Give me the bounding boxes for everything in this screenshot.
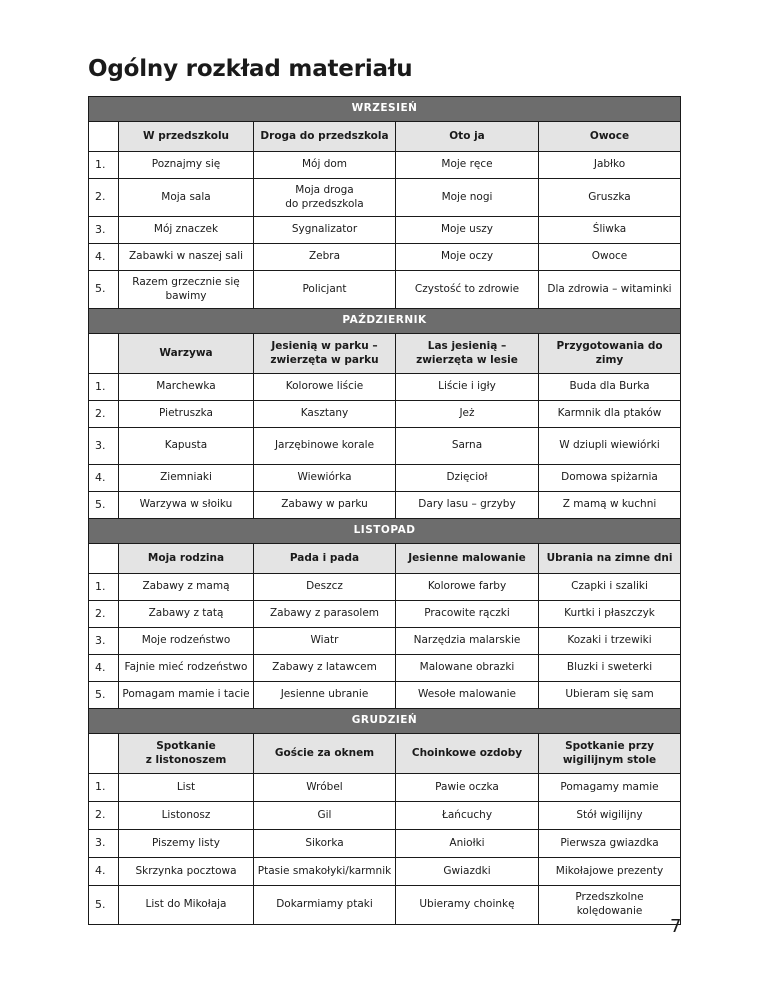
row-number: 4. — [89, 465, 119, 492]
table-row — [89, 802, 681, 830]
table-row — [89, 152, 681, 179]
table-cell: Ubieram się sam — [539, 682, 681, 709]
table-row — [89, 628, 681, 655]
table-cell: Jeż — [396, 401, 539, 428]
table-cell: Pawie oczka — [396, 774, 539, 802]
table-cell: Dzięcioł — [396, 465, 539, 492]
table-cell: Zabawy z tatą — [119, 601, 254, 628]
week-topic-header: W przedszkolu — [119, 122, 254, 152]
table-cell: Ubieramy choinkę — [396, 886, 539, 925]
table-cell: Kurtki i płaszczyk — [539, 601, 681, 628]
table-row — [89, 401, 681, 428]
week-topic-header: Ubrania na zimne dni — [539, 544, 681, 574]
table-cell: Deszcz — [254, 574, 396, 601]
row-number: 2. — [89, 601, 119, 628]
month-row — [89, 709, 681, 734]
table-cell: List do Mikołaja — [119, 886, 254, 925]
row-number: 4. — [89, 244, 119, 271]
table-cell: Marchewka — [119, 374, 254, 401]
row-number: 1. — [89, 374, 119, 401]
table-cell: Pierwsza gwiazdka — [539, 830, 681, 858]
header-row — [89, 334, 681, 374]
week-topic-header: Moja rodzina — [119, 544, 254, 574]
table-cell: Mikołajowe prezenty — [539, 858, 681, 886]
table-cell: Malowane obrazki — [396, 655, 539, 682]
month-title: GRUDZIEŃ — [89, 709, 681, 734]
row-number: 1. — [89, 574, 119, 601]
month-row — [89, 519, 681, 544]
table-cell: Pietruszka — [119, 401, 254, 428]
table-cell: Sygnalizator — [254, 217, 396, 244]
table-cell: Ptasie smakołyki/karmnik — [254, 858, 396, 886]
row-number: 5. — [89, 492, 119, 519]
row-number: 4. — [89, 655, 119, 682]
table-cell: Śliwka — [539, 217, 681, 244]
row-number: 2. — [89, 401, 119, 428]
table-cell: Liście i igły — [396, 374, 539, 401]
table-cell: Narzędzia malarskie — [396, 628, 539, 655]
table-cell: List — [119, 774, 254, 802]
table-cell: Dokarmiamy ptaki — [254, 886, 396, 925]
table-cell: W dziupli wiewiórki — [539, 428, 681, 465]
week-topic-header: Oto ja — [396, 122, 539, 152]
table-cell: Kasztany — [254, 401, 396, 428]
table-cell: Zabawy z latawcem — [254, 655, 396, 682]
week-topic-header: Warzywa — [119, 334, 254, 374]
week-topic-header: Pada i pada — [254, 544, 396, 574]
table-cell: Moje ręce — [396, 152, 539, 179]
row-number: 5. — [89, 271, 119, 309]
row-number: 5. — [89, 886, 119, 925]
table-cell: Buda dla Burka — [539, 374, 681, 401]
header-blank-cell — [89, 734, 119, 774]
table-cell: Kozaki i trzewiki — [539, 628, 681, 655]
table-cell: Łańcuchy — [396, 802, 539, 830]
header-blank-cell — [89, 544, 119, 574]
row-number: 4. — [89, 858, 119, 886]
table-cell: Dla zdrowia – witaminki — [539, 271, 681, 309]
table-cell: Gwiazdki — [396, 858, 539, 886]
week-topic-header: Spotkanie przy wigilijnym stole — [539, 734, 681, 774]
table-row — [89, 271, 681, 309]
table-cell: Policjant — [254, 271, 396, 309]
row-number: 3. — [89, 217, 119, 244]
month-row — [89, 309, 681, 334]
table-cell: Moje uszy — [396, 217, 539, 244]
table-cell: Dary lasu – grzyby — [396, 492, 539, 519]
table-row — [89, 428, 681, 465]
table-cell: Z mamą w kuchni — [539, 492, 681, 519]
table-cell: Ziemniaki — [119, 465, 254, 492]
row-number: 1. — [89, 774, 119, 802]
table-cell: Moja sala — [119, 179, 254, 217]
table-row — [89, 374, 681, 401]
table-cell: Czystość to zdrowie — [396, 271, 539, 309]
curriculum-table — [88, 96, 681, 925]
week-topic-header: Jesienią w parku – zwierzęta w parku — [254, 334, 396, 374]
table-cell: Kolorowe liście — [254, 374, 396, 401]
table-cell: Warzywa w słoiku — [119, 492, 254, 519]
header-row — [89, 544, 681, 574]
header-blank-cell — [89, 122, 119, 152]
table-cell: Zabawki w naszej sali — [119, 244, 254, 271]
table-cell: Bluzki i sweterki — [539, 655, 681, 682]
week-topic-header: Spotkanie z listonoszem — [119, 734, 254, 774]
table-cell: Pomagam mamie i tacie — [119, 682, 254, 709]
table-cell: Pomagamy mamie — [539, 774, 681, 802]
week-topic-header: Droga do przedszkola — [254, 122, 396, 152]
row-number: 3. — [89, 428, 119, 465]
table-cell: Moje rodzeństwo — [119, 628, 254, 655]
table-cell: Zebra — [254, 244, 396, 271]
row-number: 3. — [89, 830, 119, 858]
table-row — [89, 465, 681, 492]
week-topic-header: Las jesienią – zwierzęta w lesie — [396, 334, 539, 374]
table-cell: Zabawy z parasolem — [254, 601, 396, 628]
week-topic-header: Goście za oknem — [254, 734, 396, 774]
table-row — [89, 886, 681, 925]
header-row — [89, 122, 681, 152]
table-cell: Gil — [254, 802, 396, 830]
table-cell: Wróbel — [254, 774, 396, 802]
month-title: PAŹDZIERNIK — [89, 309, 681, 334]
table-cell: Mój dom — [254, 152, 396, 179]
week-topic-header: Owoce — [539, 122, 681, 152]
month-title: WRZESIEŃ — [89, 97, 681, 122]
table-row — [89, 601, 681, 628]
table-cell: Domowa spiżarnia — [539, 465, 681, 492]
table-cell: Skrzynka pocztowa — [119, 858, 254, 886]
table-cell: Aniołki — [396, 830, 539, 858]
table-row — [89, 217, 681, 244]
table-cell: Zabawy z mamą — [119, 574, 254, 601]
row-number: 3. — [89, 628, 119, 655]
table-cell: Czapki i szaliki — [539, 574, 681, 601]
table-cell: Kapusta — [119, 428, 254, 465]
table-cell: Poznajmy się — [119, 152, 254, 179]
table-cell: Przedszkolne kolędowanie — [539, 886, 681, 925]
table-cell: Owoce — [539, 244, 681, 271]
row-number: 2. — [89, 179, 119, 217]
table-row — [89, 655, 681, 682]
page-number: 7 — [670, 916, 682, 937]
table-row — [89, 774, 681, 802]
table-cell: Stół wigilijny — [539, 802, 681, 830]
month-row — [89, 97, 681, 122]
table-cell: Sarna — [396, 428, 539, 465]
week-topic-header: Choinkowe ozdoby — [396, 734, 539, 774]
table-cell: Fajnie mieć rodzeństwo — [119, 655, 254, 682]
table-cell: Jesienne ubranie — [254, 682, 396, 709]
table-cell: Karmnik dla ptaków — [539, 401, 681, 428]
table-cell: Razem grzecznie się bawimy — [119, 271, 254, 309]
table-row — [89, 830, 681, 858]
week-topic-header: Jesienne malowanie — [396, 544, 539, 574]
table-row — [89, 682, 681, 709]
table-cell: Listonosz — [119, 802, 254, 830]
table-cell: Moja droga do przedszkola — [254, 179, 396, 217]
month-title: LISTOPAD — [89, 519, 681, 544]
table-cell: Wiatr — [254, 628, 396, 655]
header-blank-cell — [89, 334, 119, 374]
table-cell: Kolorowe farby — [396, 574, 539, 601]
table-cell: Piszemy listy — [119, 830, 254, 858]
table-cell: Moje nogi — [396, 179, 539, 217]
table-cell: Wiewiórka — [254, 465, 396, 492]
table-cell: Sikorka — [254, 830, 396, 858]
table-row — [89, 858, 681, 886]
header-row — [89, 734, 681, 774]
table-cell: Pracowite rączki — [396, 601, 539, 628]
table-row — [89, 244, 681, 271]
page-title: Ogólny rozkład materiału — [88, 56, 413, 82]
table-cell: Mój znaczek — [119, 217, 254, 244]
table-cell: Gruszka — [539, 179, 681, 217]
row-number: 2. — [89, 802, 119, 830]
row-number: 1. — [89, 152, 119, 179]
table-cell: Jabłko — [539, 152, 681, 179]
table-cell: Wesołe malowanie — [396, 682, 539, 709]
week-topic-header: Przygotowania do zimy — [539, 334, 681, 374]
table-cell: Zabawy w parku — [254, 492, 396, 519]
table-cell: Moje oczy — [396, 244, 539, 271]
table-row — [89, 179, 681, 217]
row-number: 5. — [89, 682, 119, 709]
table-row — [89, 492, 681, 519]
table-row — [89, 574, 681, 601]
table-cell: Jarzębinowe korale — [254, 428, 396, 465]
